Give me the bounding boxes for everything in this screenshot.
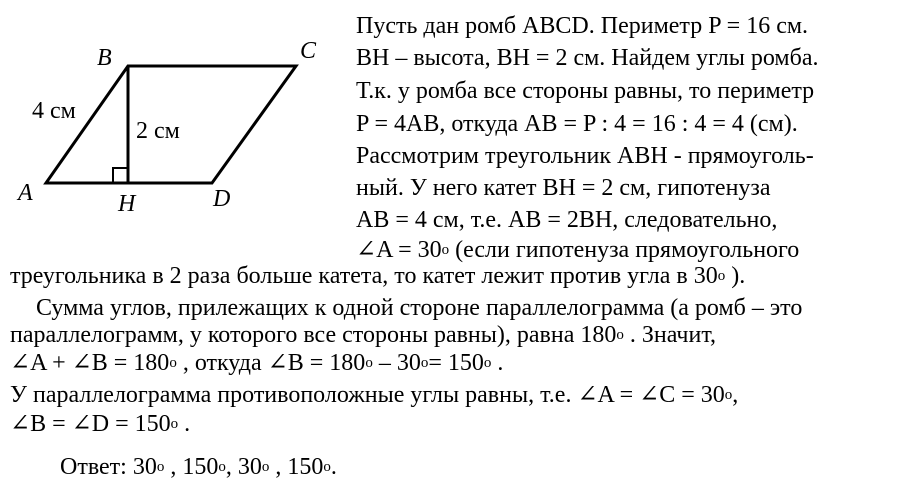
vertex-c-label: C [300, 38, 317, 64]
text-line-7: AB = 4 см, т.е. AB = 2BH, следовательно, [356, 207, 778, 233]
text-line-2: BH – высота, BH = 2 см. Найдем углы ромба. [356, 45, 819, 71]
text-line-5: Рассмотрим треугольник ABH - прямоуголь- [356, 143, 814, 169]
right-angle-mark [113, 168, 128, 183]
height-length-label: 2 см [136, 118, 180, 144]
text-line-11: параллелограмм, у которого все стороны равны), равна 180$^o$ . Значит, [10, 322, 717, 348]
text-line-12: ∠A + ∠B = $180^o$ , откуда ∠B = $180^o - 30^o= 150^o$ . [10, 350, 504, 376]
text-line-13: У параллелограмма противоположные углы равны, т.е. ∠A = ∠C = $30^o$, [10, 382, 739, 408]
text-line-14: ∠B = ∠D = $150^o$ . [10, 411, 191, 437]
answer-line: Ответ: 30$^o$ , 150$^o$, 30$^o$ , 150$^o$. [60, 454, 337, 480]
vertex-a-label: A [18, 180, 33, 206]
side-length-label: 4 см [32, 98, 76, 124]
text-line-1: Пусть дан ромб ABCD. Периметр P = 16 см. [356, 13, 809, 39]
text-line-10: Сумма углов, прилежащих к одной стороне параллелограмма (а ромб – это [36, 295, 803, 321]
text-line-4: P = 4AB, откуда AB = P : 4 = 16 : 4 = 4 (см). [356, 111, 798, 137]
text-line-6: ный. У него катет BH = 2 см, гипотенуза [356, 175, 771, 201]
text-line-3: Т.к. у ромба все стороны равны, то периметр [356, 78, 815, 104]
foot-h-label: H [118, 191, 136, 217]
text-line-8: ∠A = $30^o$ (если гипотенуза прямоугольного [356, 237, 800, 263]
text-line-9: треугольника в 2 раза больше катета, то катет лежит против угла в 30$^o$ ). [10, 263, 746, 289]
vertex-d-label: D [213, 186, 231, 212]
vertex-b-label: B [97, 45, 112, 71]
